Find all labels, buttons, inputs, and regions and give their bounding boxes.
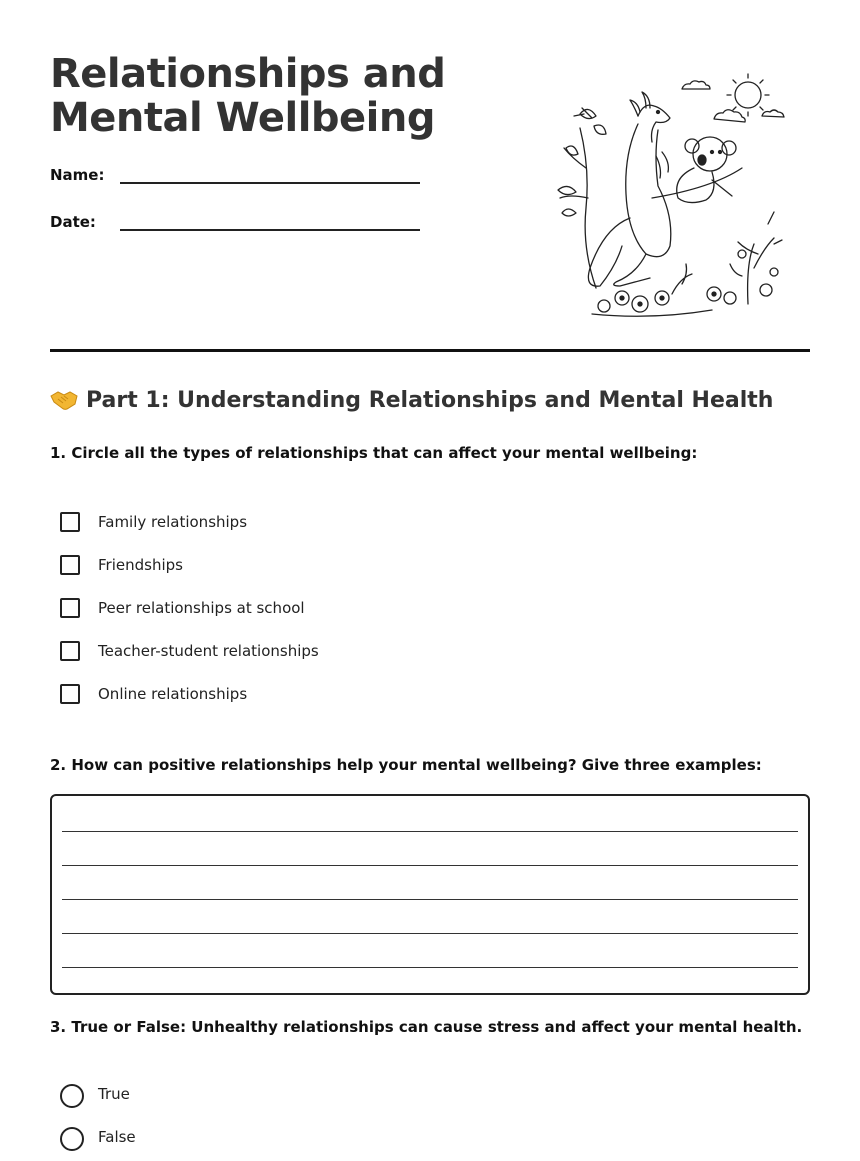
q1-option-teacher-student[interactable] [60,641,460,665]
name-field[interactable] [50,166,420,196]
q1-option-peer[interactable] [60,598,460,622]
part-1-heading [50,388,773,413]
checkbox[interactable] [60,641,80,661]
q3-option-false[interactable] [60,1127,460,1151]
title-line-2: Mental Wellbeing [50,95,435,141]
section-divider [50,349,810,352]
date-label: Date: [50,213,96,231]
radio-button[interactable] [60,1084,84,1108]
option-label: Friendships [98,556,183,574]
answer-line[interactable] [62,831,798,832]
kangaroo-koala-illustration [552,68,792,320]
checkbox[interactable] [60,598,80,618]
answer-line[interactable] [62,865,798,866]
kangaroo-icon [588,92,670,286]
answer-line[interactable] [62,933,798,934]
q1-option-friendships[interactable] [60,555,460,579]
checkbox[interactable] [60,555,80,575]
option-label: Family relationships [98,513,248,531]
q1-option-family[interactable] [60,512,460,536]
option-label: True [98,1085,130,1103]
q3-option-true[interactable] [60,1084,460,1108]
q2-answer-box[interactable] [50,794,810,995]
checkbox[interactable] [60,684,80,704]
question-3: 3. True or False: Unhealthy relationships can cause stress and affect your mental health. [50,1018,803,1036]
option-label: Teacher-student relationships [98,642,319,660]
name-label: Name: [50,166,105,184]
handshake-icon [50,388,78,410]
question-2: 2. How can positive relationships help your mental wellbeing? Give three examples: [50,756,762,774]
cloud-icon [714,110,745,122]
option-label: False [98,1128,136,1146]
option-label: Peer relationships at school [98,599,305,617]
q1-option-online[interactable] [60,684,460,708]
answer-line[interactable] [62,967,798,968]
cloud-icon [762,110,784,117]
name-input-line[interactable] [120,182,420,184]
sun-icon [727,74,769,116]
date-input-line[interactable] [120,229,420,231]
date-field[interactable] [50,213,420,243]
radio-button[interactable] [60,1127,84,1151]
cloud-icon [682,81,710,89]
option-label: Online relationships [98,685,248,703]
worksheet-title [50,52,470,140]
title-line-1: Relationships and [50,51,446,97]
checkbox[interactable] [60,512,80,532]
question-1: 1. Circle all the types of relationships that can affect your mental wellbeing: [50,444,698,462]
answer-line[interactable] [62,899,798,900]
part-1-heading-text: Part 1: Understanding Relationships and Mental Health [86,388,774,413]
flowers-icon [592,212,782,316]
